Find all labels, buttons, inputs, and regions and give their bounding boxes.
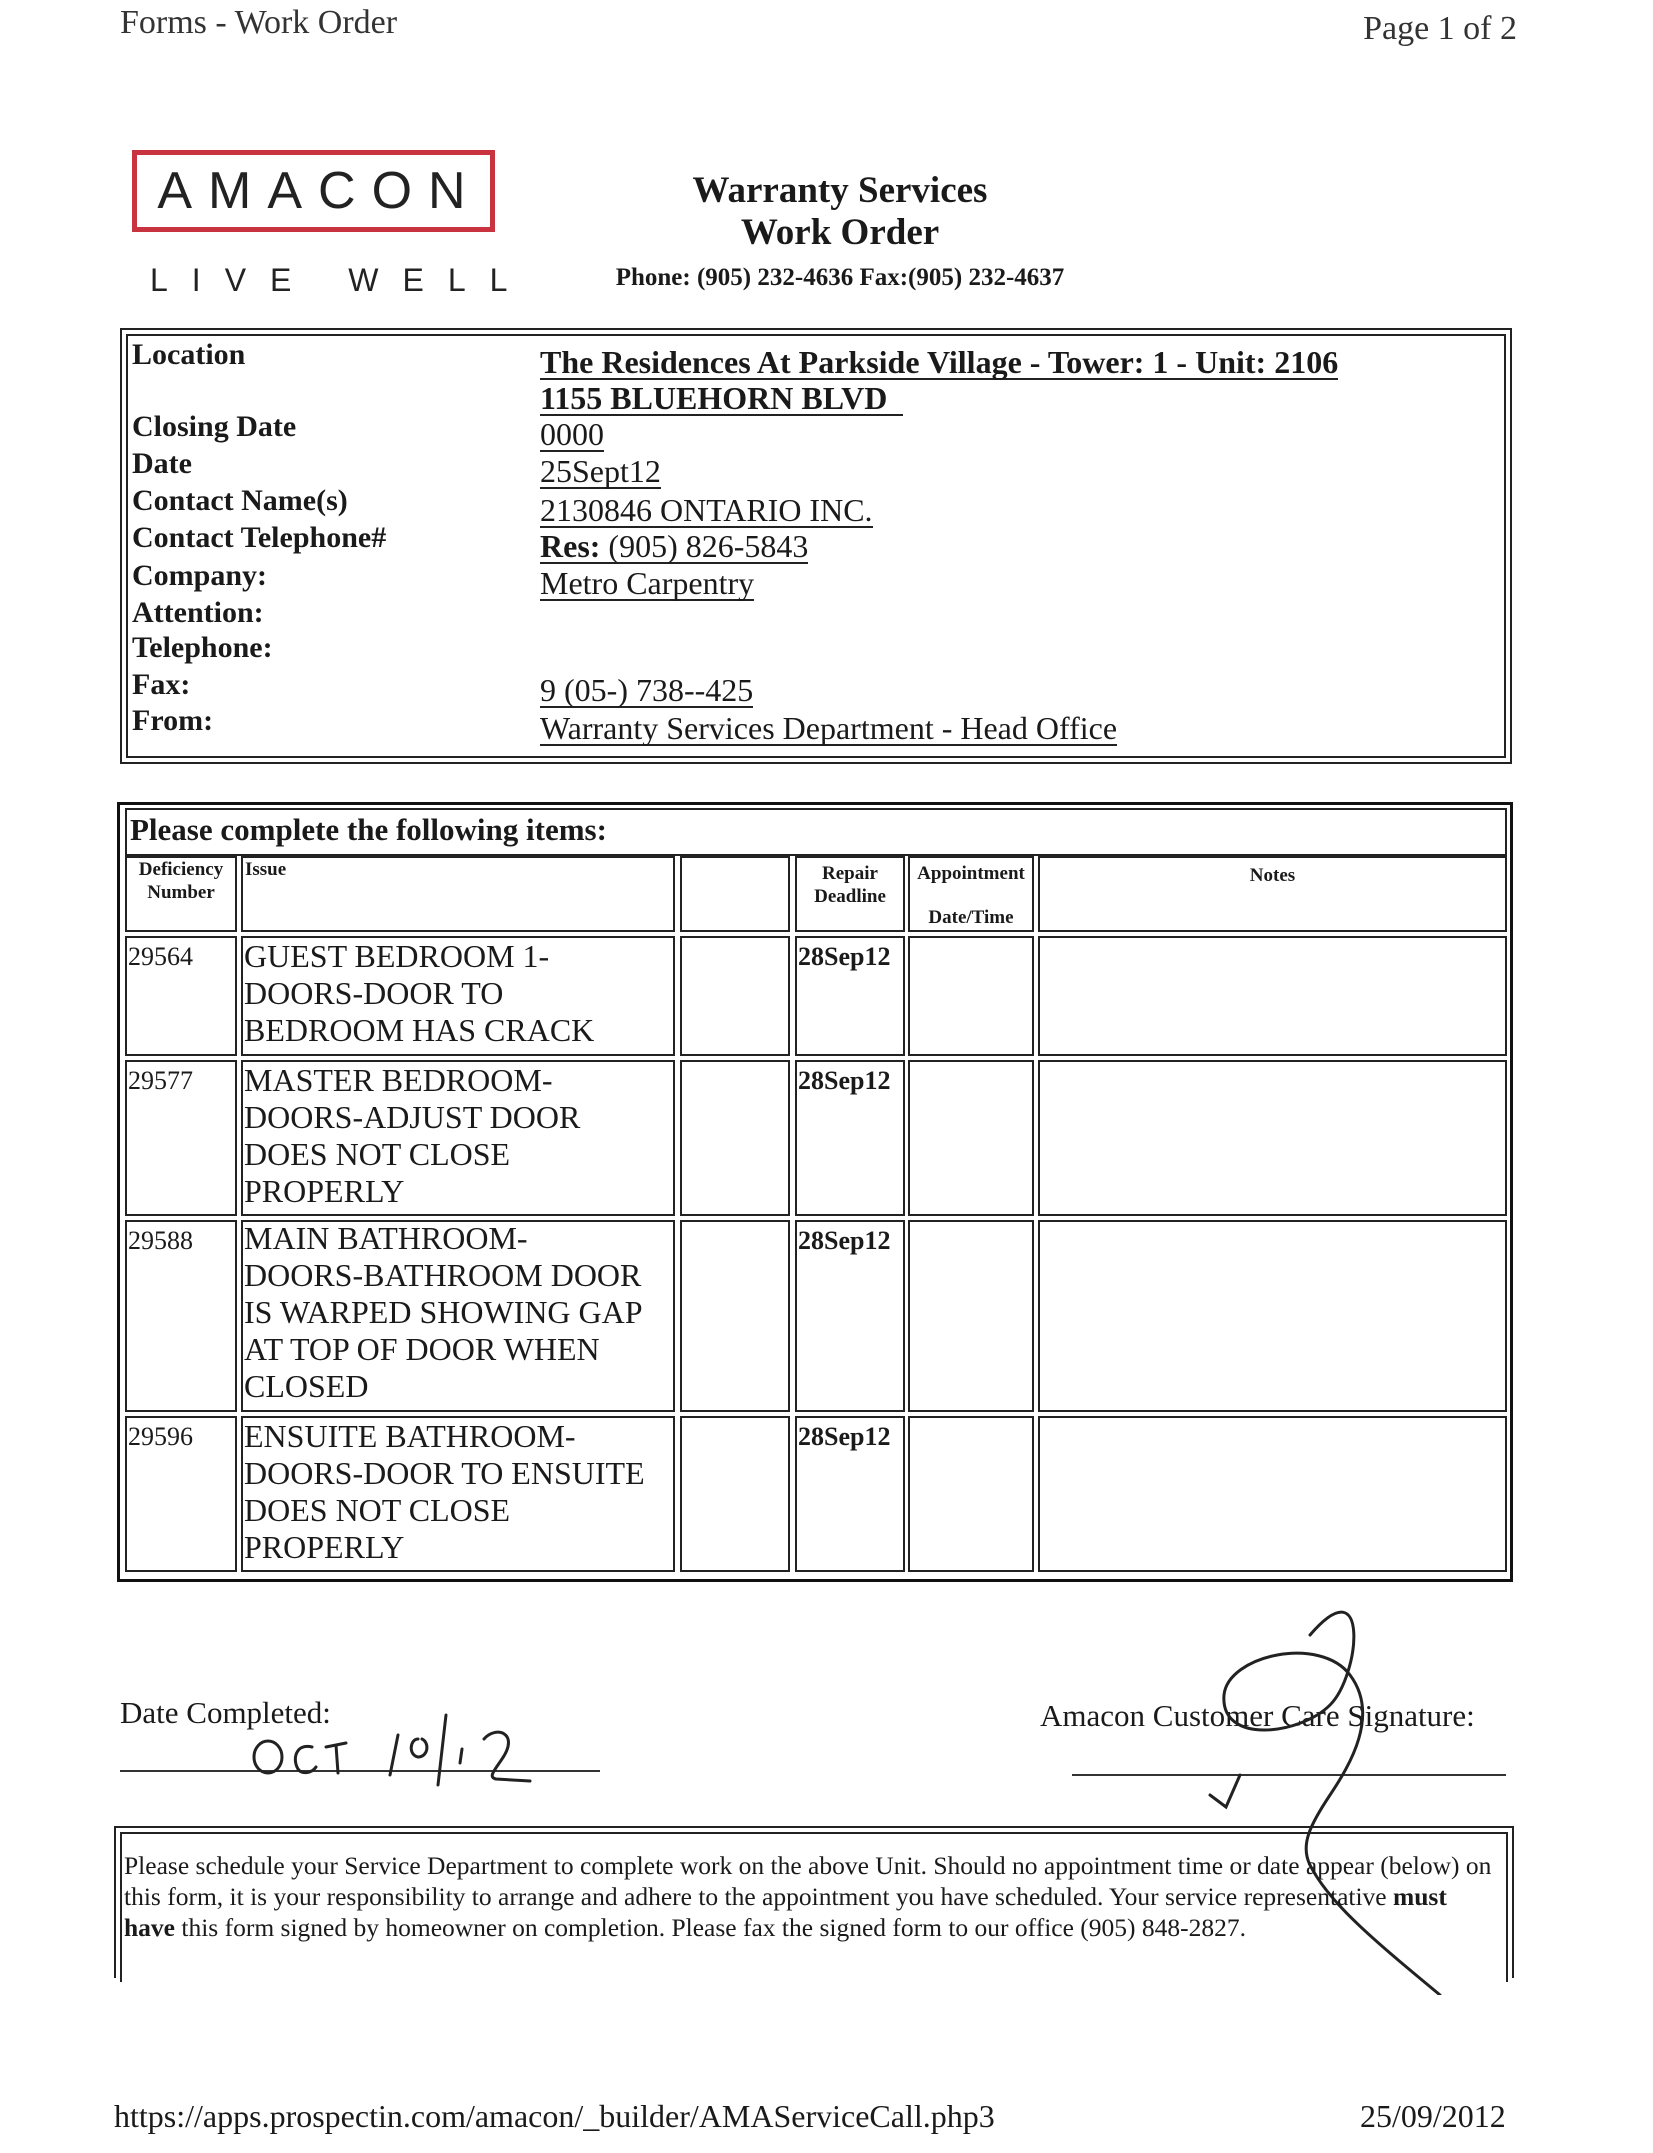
issue-line: ENSUITE BATHROOM- <box>244 1418 576 1454</box>
issue-line: DOORS-BATHROOM DOOR <box>244 1257 642 1293</box>
issue-description <box>244 1062 580 1210</box>
deficiency-number: 29577 <box>128 1066 193 1095</box>
form-header-title: Forms - Work Order <box>120 4 398 41</box>
telephone-number: (905) 826-5843 <box>608 528 809 564</box>
deficiency-number: 29596 <box>128 1422 193 1451</box>
telephone-type-prefix: Res: <box>540 528 601 564</box>
label-company: Company: <box>132 559 268 592</box>
col-blank-cell <box>680 856 790 932</box>
col-header-deficiency <box>127 858 235 904</box>
handwritten-completion-date <box>240 1655 620 1795</box>
issue-line: PROPERLY <box>244 1173 405 1209</box>
issue-line: IS WARPED SHOWING GAP <box>244 1294 643 1330</box>
issue-line: AT TOP OF DOOR WHEN <box>244 1331 600 1367</box>
contact-names-value: 2130846 ONTARIO INC. <box>540 492 873 528</box>
col-header-datetime: Date/Time <box>928 907 1014 928</box>
repair-deadline: 28Sep12 <box>798 942 891 971</box>
col-header-repair <box>797 862 903 908</box>
service-notice <box>124 1850 1494 1943</box>
footer-url: https://apps.prospectin.com/amacon/_builder/AMAServiceCall.php3 <box>114 2098 995 2134</box>
contact-telephone-value <box>540 530 808 564</box>
footer-print-date: 25/09/2012 <box>1360 2098 1506 2134</box>
label-telephone: Telephone: <box>132 631 273 664</box>
col-header-notes: Notes <box>1249 865 1296 886</box>
closing-date-value: 0000 <box>540 416 604 452</box>
notice-text-1: Please schedule your Service Department to complete work on the above Unit. Should no appointment time or date appear (below) on this form, it is your responsibility to arrange and adhere to the appointment you have scheduled. Your service representative <box>124 1851 1492 1911</box>
row-appointment-cell <box>908 936 1034 1056</box>
row-blank-cell <box>680 936 790 1056</box>
from-value: Warranty Services Department - Head Office <box>540 710 1118 746</box>
document-title <box>560 170 1120 292</box>
issue-description <box>244 1220 643 1405</box>
col-header-issue: Issue <box>245 859 287 880</box>
row-notes-cell <box>1038 1220 1507 1412</box>
col-header-appointment: Appointment <box>917 863 1025 884</box>
label-location: Location <box>132 338 246 371</box>
label-contact-names: Contact Name(s) <box>132 484 348 517</box>
logo-tagline: LIVE WELL <box>150 262 532 298</box>
col-header-deficiency-line1: Deficiency <box>138 859 224 880</box>
issue-description <box>244 1418 645 1566</box>
row-notes-cell <box>1038 936 1507 1056</box>
notice-text-2: this form signed by homeowner on completion. Please fax the signed form to our office (905) 848-2827. <box>175 1913 1247 1942</box>
contact-phone-fax: Phone: (905) 232-4636 Fax:(905) 232-4637 <box>615 264 1065 291</box>
notice-emphasis: must have <box>124 1882 1447 1942</box>
issue-line: MASTER BEDROOM- <box>244 1062 553 1098</box>
address-value: 1155 BLUEHORN BLVD <box>540 382 903 416</box>
company-logo: AMACON <box>157 162 482 220</box>
fax-value: 9 (05-) 738--425 <box>540 672 754 708</box>
label-contact-telephone: Contact Telephone# <box>132 521 387 554</box>
title-line-2: Work Order <box>740 212 940 253</box>
label-from: From: <box>132 704 214 737</box>
page-indicator: Page 1 of 2 <box>1363 10 1517 47</box>
col-header-repair-line2: Deadline <box>814 886 886 907</box>
row-blank-cell <box>680 1220 790 1412</box>
company-value: Metro Carpentry <box>540 565 755 601</box>
issue-line: MAIN BATHROOM- <box>244 1220 528 1256</box>
location-value: The Residences At Parkside Village - Tower: 1 - Unit: 2106 <box>540 344 1339 380</box>
row-blank-cell <box>680 1416 790 1572</box>
repair-deadline: 28Sep12 <box>798 1066 891 1095</box>
repair-deadline: 28Sep12 <box>798 1226 891 1255</box>
issue-line: DOES NOT CLOSE <box>244 1492 511 1528</box>
issue-line: PROPERLY <box>244 1529 405 1565</box>
repair-deadline: 28Sep12 <box>798 1422 891 1451</box>
row-blank-cell <box>680 1060 790 1216</box>
col-issue-cell <box>241 856 675 932</box>
issue-line: GUEST BEDROOM 1- <box>244 938 550 974</box>
row-notes-cell <box>1038 1416 1507 1572</box>
issue-line: DOORS-DOOR TO <box>244 975 504 1011</box>
issue-line: BEDROOM HAS CRACK <box>244 1012 595 1048</box>
col-header-deficiency-line2: Number <box>147 882 215 903</box>
signature-label: Amacon Customer Care Signature: <box>1040 1698 1475 1733</box>
date-completed-label: Date Completed: <box>120 1695 331 1730</box>
label-fax: Fax: <box>132 668 191 701</box>
row-appointment-cell <box>908 1416 1034 1572</box>
label-date: Date <box>132 447 192 480</box>
issue-description <box>244 938 594 1049</box>
row-appointment-cell <box>908 1220 1034 1412</box>
row-appointment-cell <box>908 1060 1034 1216</box>
label-closing-date: Closing Date <box>132 410 297 443</box>
col-header-repair-line1: Repair <box>822 863 878 884</box>
issue-line: DOORS-ADJUST DOOR <box>244 1099 581 1135</box>
issue-line: DOES NOT CLOSE <box>244 1136 511 1172</box>
table-heading: Please complete the following items: <box>130 812 607 847</box>
deficiency-number: 29588 <box>128 1226 193 1255</box>
issue-line: CLOSED <box>244 1368 369 1404</box>
date-value: 25Sept12 <box>540 453 661 489</box>
row-notes-cell <box>1038 1060 1507 1216</box>
deficiency-number: 29564 <box>128 942 193 971</box>
label-attention: Attention: <box>132 596 264 629</box>
issue-line: DOORS-DOOR TO ENSUITE <box>244 1455 645 1491</box>
title-line-1: Warranty Services <box>692 170 988 211</box>
